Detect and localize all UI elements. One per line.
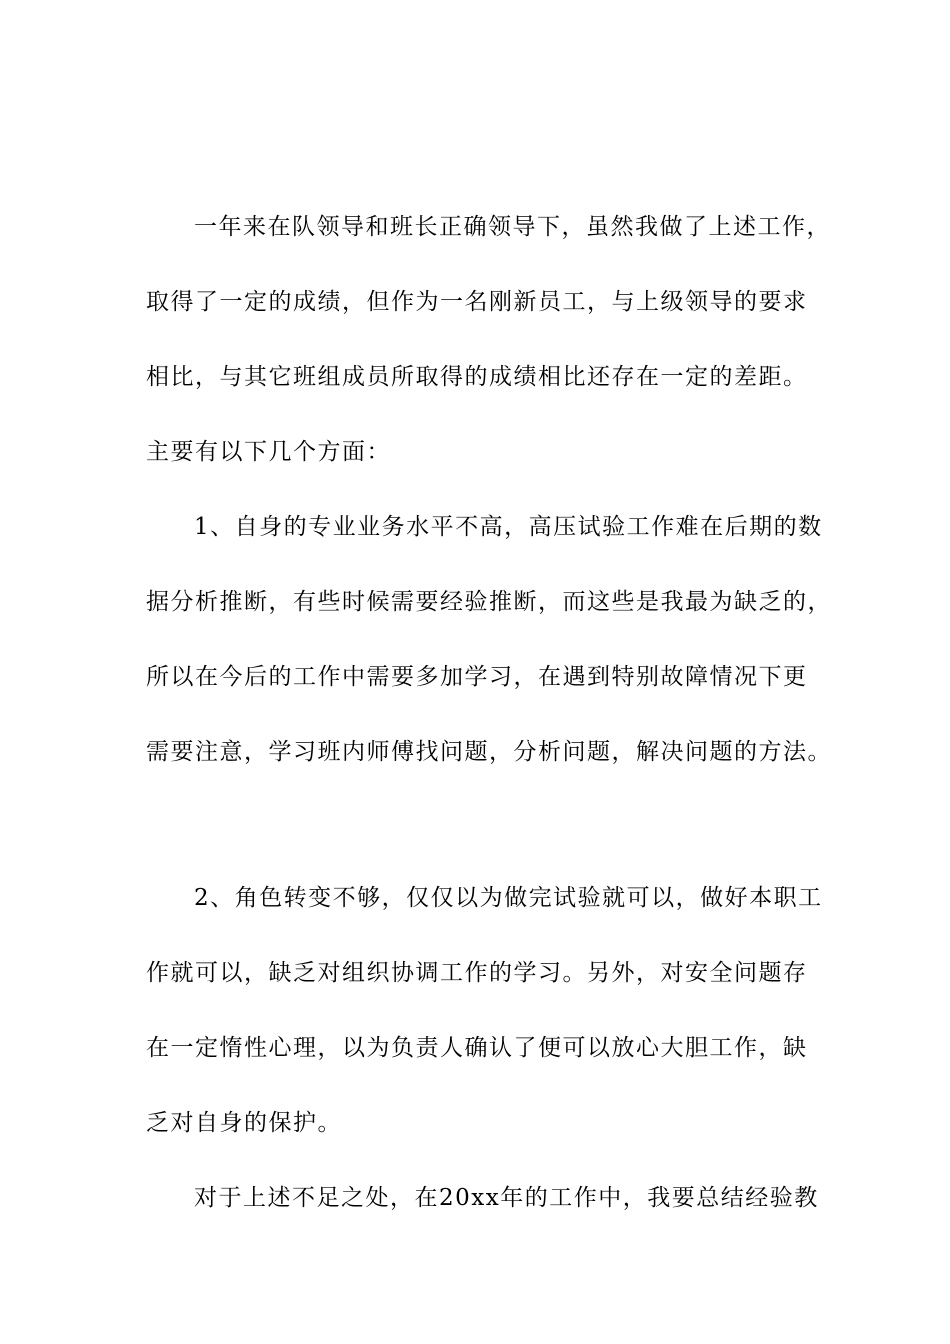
paragraph-3-line-3: 在一定惰性心理，以为负责人确认了便可以放心大胆工作，缺 xyxy=(146,1035,808,1061)
paragraph-2-line-4: 需要注意，学习班内师傅找问题，分析问题，解决问题的方法。 xyxy=(146,739,832,765)
paragraph-2-line-1: 1、自身的专业业务水平不高，高压试验工作难在后期的数 xyxy=(194,514,823,540)
paragraph-1-line-1: 一年来在队领导和班长正确领导下，虽然我做了上述工作， xyxy=(194,214,831,240)
paragraph-2-line-3: 所以在今后的工作中需要多加学习，在遇到特别故障情况下更 xyxy=(146,664,808,690)
paragraph-4-line-1: 对于上述不足之处，在20xx年的工作中，我要总结经验教 xyxy=(194,1185,819,1211)
paragraph-3-line-4: 乏对自身的保护。 xyxy=(146,1110,342,1136)
paragraph-1-line-3: 相比，与其它班组成员所取得的成绩相比还存在一定的差距。 xyxy=(146,364,808,390)
paragraph-1-line-2: 取得了一定的成绩，但作为一名刚新员工，与上级领导的要求 xyxy=(146,289,808,315)
paragraph-1-line-4: 主要有以下几个方面： xyxy=(146,439,391,465)
paragraph-3-line-2: 作就可以，缺乏对组织协调工作的学习。另外，对安全问题存 xyxy=(146,960,808,986)
paragraph-2-line-2: 据分析推断，有些时候需要经验推断，而这些是我最为缺乏的， xyxy=(146,589,832,615)
paragraph-3-line-1: 2、角色转变不够，仅仅以为做完试验就可以，做好本职工 xyxy=(194,885,823,911)
